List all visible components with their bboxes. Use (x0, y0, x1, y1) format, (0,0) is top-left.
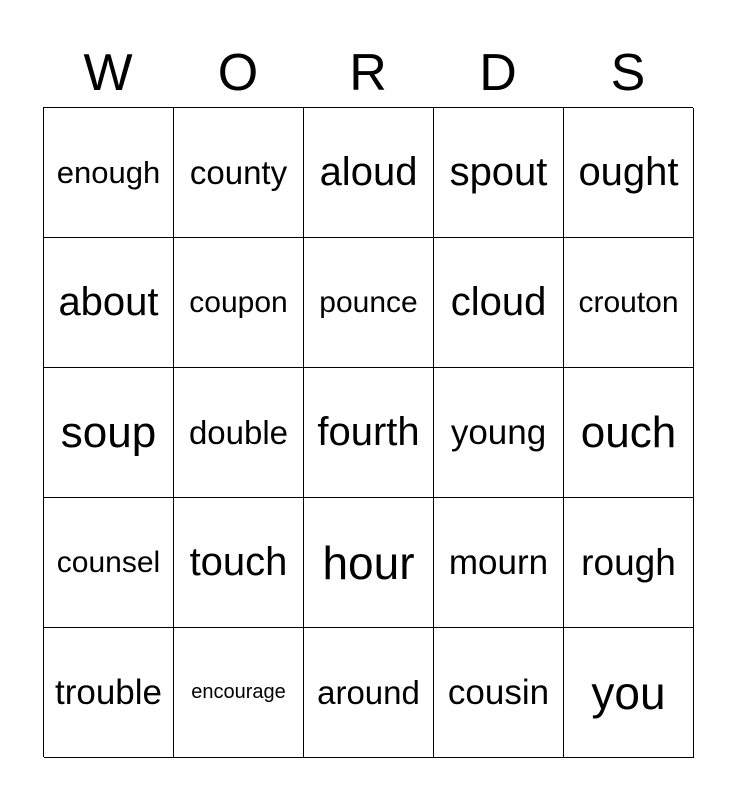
bingo-cell[interactable]: crouton (564, 238, 694, 368)
bingo-cell[interactable]: fourth (304, 368, 434, 498)
header-letter-w: W (83, 44, 133, 102)
bingo-cell[interactable]: about (44, 238, 174, 368)
bingo-cell[interactable]: enough (44, 108, 174, 238)
bingo-cell[interactable]: trouble (44, 628, 174, 758)
bingo-cell[interactable]: counsel (44, 498, 174, 628)
bingo-cell[interactable]: ought (564, 108, 694, 238)
bingo-cell[interactable]: around (304, 628, 434, 758)
header-letter-o: O (217, 44, 259, 102)
bingo-header (43, 38, 693, 108)
bingo-cell[interactable]: pounce (304, 238, 434, 368)
bingo-cell[interactable]: cousin (434, 628, 564, 758)
bingo-cell[interactable]: cloud (434, 238, 564, 368)
bingo-cell[interactable]: spout (434, 108, 564, 238)
bingo-cell[interactable]: soup (44, 368, 174, 498)
bingo-cell[interactable]: county (174, 108, 304, 238)
header-letter-s: S (610, 44, 646, 102)
bingo-cell[interactable]: encourage (174, 628, 304, 758)
bingo-cell[interactable]: touch (174, 498, 304, 628)
bingo-cell[interactable]: young (434, 368, 564, 498)
bingo-cell[interactable]: rough (564, 498, 694, 628)
bingo-cell[interactable]: hour (304, 498, 434, 628)
bingo-grid (43, 107, 693, 757)
header-letter-d: D (479, 44, 517, 102)
bingo-cell[interactable]: double (174, 368, 304, 498)
bingo-cell[interactable]: mourn (434, 498, 564, 628)
bingo-cell[interactable]: you (564, 628, 694, 758)
bingo-cell[interactable]: ouch (564, 368, 694, 498)
header-letter-r: R (349, 44, 387, 102)
bingo-cell[interactable]: aloud (304, 108, 434, 238)
bingo-cell[interactable]: coupon (174, 238, 304, 368)
